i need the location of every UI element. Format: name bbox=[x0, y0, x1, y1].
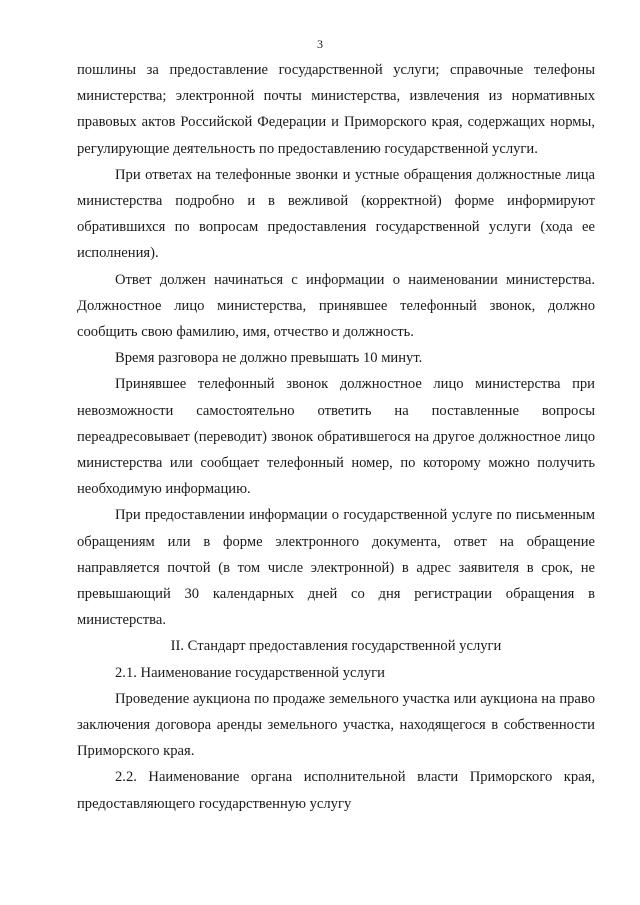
page-number: 3 bbox=[317, 37, 323, 51]
subsection-heading: 2.2. Наименование органа исполнительной власти Приморского края, предоставляющего государственную услугу bbox=[77, 769, 595, 812]
subsection-heading: 2.1. Наименование государственной услуги bbox=[115, 664, 385, 681]
paragraph: Ответ должен начинаться с информации о наименовании министерства. Должностное лицо министерства, принявшее телефонный звонок, должно сообщить свою фамилию, имя, отчество и должность. bbox=[77, 271, 595, 341]
paragraph: Время разговора не должно превышать 10 минут. bbox=[115, 350, 423, 367]
paragraph: пошлины за предоставление государственной услуги; справочные телефоны министерства; электронной почты министерства, извлечения из нормативных правовых актов Российской Федерации и Приморского края, содержащих нормы, регулирующие деятельность по предоставлению государственной услуги. bbox=[77, 62, 595, 157]
paragraph: При ответах на телефонные звонки и устные обращения должностные лица министерства подробно и в вежливой (корректной) форме информируют обратившихся по вопросам предоставления государственной услуги (хода ее исполнения). bbox=[77, 166, 595, 262]
paragraph: Проведение аукциона по продаже земельного участка или аукциона на право заключения договора аренды земельного участка, находящегося в собственности Приморского края. bbox=[77, 690, 595, 760]
section-heading: II. Стандарт предоставления государственной услуги bbox=[170, 638, 502, 655]
document-body bbox=[77, 57, 595, 817]
paragraph: Принявшее телефонный звонок должностное лицо министерства при невозможности самостоятельно ответить на поставленные вопросы переадресовывает (переводит) звонок обратившегося на другое должностное лицо министерства или сообщает телефонный номер, по которому можно получить необходимую информацию. bbox=[77, 376, 595, 498]
paragraph: При предоставлении информации о государственной услуге по письменным обращениям или в форме электронного документа, ответ на обращение направляется почтой (в том числе электронной) в адрес заявителя в срок, не превышающий 30 календарных дней со дня регистрации обращения в министерства. bbox=[77, 507, 595, 629]
